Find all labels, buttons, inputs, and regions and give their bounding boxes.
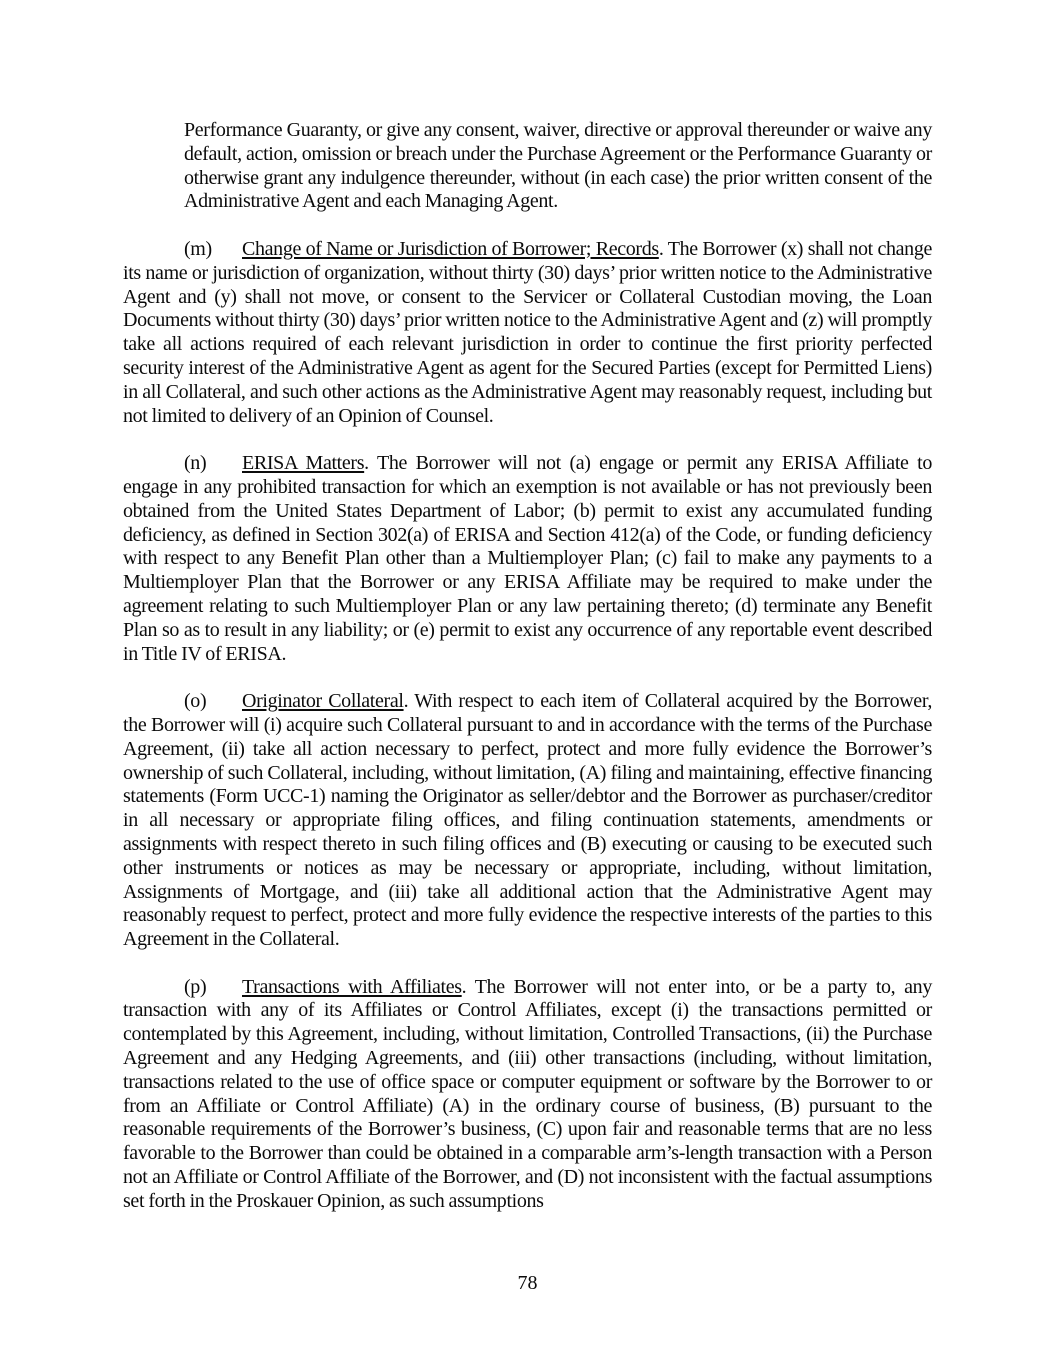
section-n-heading: ERISA Matters xyxy=(242,452,365,475)
paragraph-continuation: Performance Guaranty, or give any consent, waiver, directive or approval thereunder or waive any default, action, omission or breach under the Purchase Agreement or the Performance Guaranty or otherwise grant any indulgence thereunder, without (in each case) the prior written consent of the Administrative Agent and each Managing Agent. xyxy=(184,119,932,213)
section-p-heading: Transactions with Affiliates xyxy=(242,975,462,998)
page-number: 78 xyxy=(517,1272,538,1294)
page-footer xyxy=(0,1272,1055,1296)
section-n-body: . The Borrower will not (a) engage or permit any ERISA Affiliate to engage in any prohibited transaction for which an exemption is not available or has not previously been obtained from the United States Department of Labor; (b) permit to exist any accumulated funding deficiency, as defined in Section 302(a) of ERISA and Section 412(a) of the Code, or funding deficiency with respect to any Benefit Plan other than a Multiemployer Plan; (c) fail to make any payments to a Multiemployer Plan that the Borrower or any ERISA Affiliate may be required to make under the agreement relating to such Multiemployer Plan or any law pertaining thereto; (d) terminate any Benefit Plan so as to result in any liability; or (e) permit to exist any occurrence of any reportable event described in Title IV of ERISA. xyxy=(123,452,932,665)
document-text-block xyxy=(123,119,932,1237)
section-p-label: (p) xyxy=(184,975,207,998)
section-paragraph-m xyxy=(123,238,932,428)
section-o-heading: Originator Collateral xyxy=(242,690,404,713)
section-o-label: (o) xyxy=(184,690,207,713)
section-paragraph-n xyxy=(123,452,932,666)
section-m-label: (m) xyxy=(184,237,212,260)
section-m-body: . The Borrower (x) shall not change its name or jurisdiction of organization, without thirty (30) days’ prior written notice to the Administrative Agent and (y) shall not move, or consent to the Servicer or Collateral Custodian moving, the Loan Documents without thirty (30) days’ prior written notice to the Administrative Agent and (z) will promptly take all actions required of each relevant jurisdiction in order to continue the first priority perfected security interest of the Administrative Agent as agent for the Secured Parties (except for Permitted Liens) in all Collateral, and such other actions as the Administrative Agent may reasonably request, including but not limited to delivery of an Opinion of Counsel. xyxy=(123,237,933,427)
section-paragraph-o xyxy=(123,690,932,952)
section-o-body: . With respect to each item of Collateral acquired by the Borrower, the Borrower will (i) acquire such Collateral pursuant to and in accordance with the terms of the Purchase Agreement, (ii) take all action necessary to perfect, protect and more fully evidence the Borrower’s ownership of such Collateral, including, without limitation, (A) filing and maintaining, effective financing statements (Form UCC-1) naming the Originator as seller/debtor and the Borrower as purchaser/creditor in all necessary or appropriate filing offices, and filing continuation statements, amendments or assignments with respect thereto in such filing offices and (B) executing or causing to be executed such other instruments or notices as may be necessary or appropriate, including, without limitation, Assignments of Mortgage, and (iii) take all additional action that the Administrative Agent may reasonably request to perfect, protect and more fully evidence the respective interests of the parties to this Agreement in the Collateral. xyxy=(123,690,932,951)
section-m-heading: Change of Name or Jurisdiction of Borrower; Records xyxy=(242,237,659,260)
section-paragraph-p xyxy=(123,976,932,1214)
section-n-label: (n) xyxy=(184,452,207,475)
section-p-body: . The Borrower will not enter into, or be a party to, any transaction with any of its Affiliates or Control Affiliates, except (i) the transactions permitted or contemplated by this Agreement, including, without limitation, Controlled Transactions, (ii) the Purchase Agreement and any Hedging Agreements, and (iii) other transactions (including, without limitation, transactions related to the use of office space or computer equipment or software by the Borrower to or from an Affiliate or Control Affiliate) (A) in the ordinary course of business, (B) pursuant to the reasonable requirements of the Borrower’s business, (C) upon fair and reasonable terms that are no less favorable to the Borrower than could be obtained in a comparable arm’s-length transaction with a Person not an Affiliate or Control Affiliate of the Borrower, and (D) not inconsistent with the factual assumptions set forth in the Proskauer Opinion, as such assumptions xyxy=(123,975,932,1212)
